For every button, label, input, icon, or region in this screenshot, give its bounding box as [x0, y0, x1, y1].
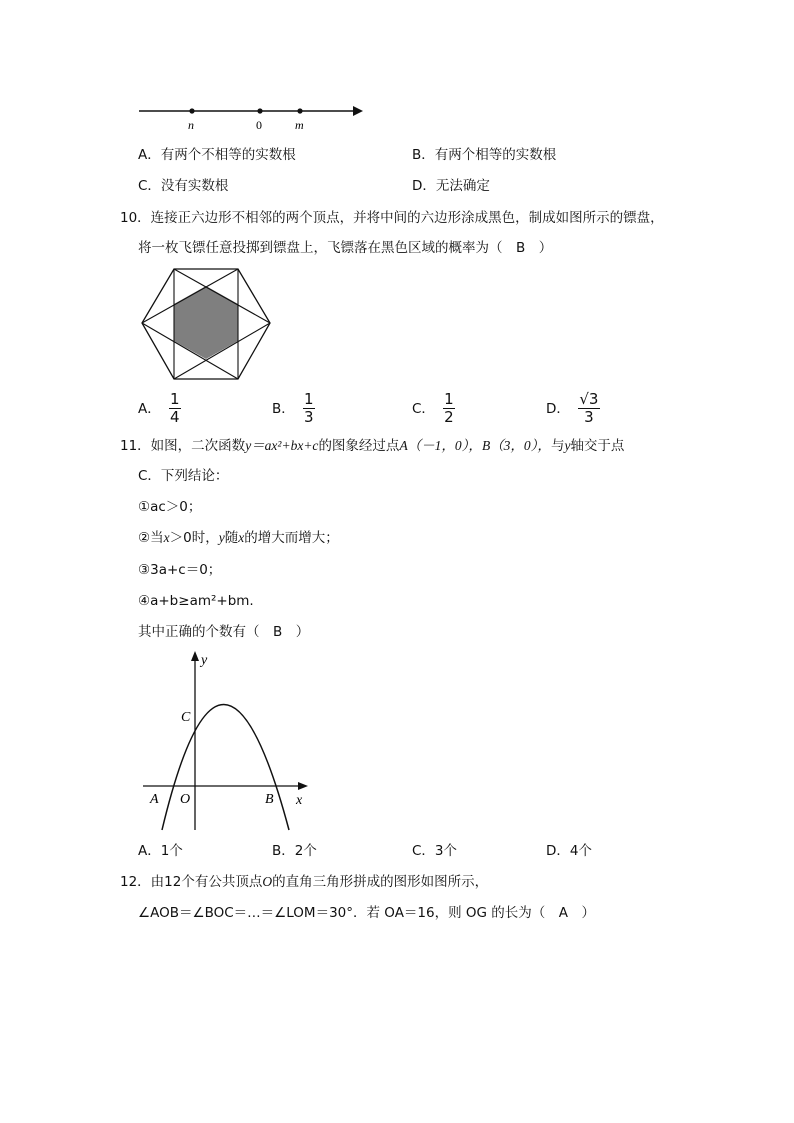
q11-statement-2: ②当x＞0时，y随x的增大而增大；	[138, 530, 339, 546]
parabola-graph-figure	[138, 648, 318, 834]
q11-option-b[interactable]: B．2个	[272, 843, 317, 859]
label-b: B	[265, 792, 274, 807]
inner-hexagon-shaded	[174, 286, 238, 359]
number-line-arrow	[353, 106, 363, 116]
label-c: C	[181, 710, 191, 725]
label-a: A	[150, 792, 159, 807]
label-m: m	[295, 118, 304, 132]
number-line-figure	[135, 100, 375, 134]
fraction: $\frac{1}{2}$	[444, 390, 454, 426]
q10-stem-line2: 将一枚飞镖任意投掷到镖盘上，飞镖落在黑色区域的概率为（ B ）	[138, 240, 553, 256]
q9-option-c[interactable]: C．没有实数根	[138, 178, 229, 194]
q11-statement-1: ①ac＞0；	[138, 499, 202, 515]
option-letter: A．	[138, 400, 161, 417]
q11-statement-4: ④a+b≥am²+bm.	[138, 593, 254, 609]
q11-option-d[interactable]: D．4个	[546, 843, 592, 859]
fraction: $\frac{√3}{3}$	[579, 390, 599, 426]
point-n	[189, 108, 194, 113]
q11-stem-line1: 11．如图，二次函数y＝ax²+bx+c的图象经过点A（－1，0），B（3，0），与y轴交于点	[120, 438, 625, 454]
q10-stem-line1: 10．连接正六边形不相邻的两个顶点，并将中间的六边形涂成黑色，制成如图所示的镖盘，	[120, 210, 664, 226]
label-y: y	[201, 653, 208, 668]
q10-option-a[interactable]	[138, 391, 181, 426]
x-axis-arrow	[298, 782, 308, 790]
q12-stem-line1: 12．由12个有公共顶点O的直角三角形拼成的图形如图所示，	[120, 874, 489, 890]
q9-option-d[interactable]: D．无法确定	[412, 178, 490, 194]
q9-option-b[interactable]: B．有两个相等的实数根	[412, 147, 557, 163]
q10-option-c[interactable]	[412, 391, 455, 426]
q11-stem-line2: C．下列结论：	[138, 468, 229, 484]
option-letter: D．	[546, 400, 570, 417]
fraction: $\frac{1}{3}$	[303, 390, 314, 426]
q11-statement-3: ③3a+c＝0；	[138, 562, 222, 578]
q11-prompt: 其中正确的个数有（ B ）	[138, 624, 310, 640]
q9-option-a[interactable]: A．有两个不相等的实数根	[138, 147, 296, 163]
y-axis-arrow	[191, 651, 199, 661]
label-n: n	[188, 118, 194, 132]
label-o: O	[180, 792, 191, 807]
label-zero: 0	[256, 118, 262, 132]
point-zero	[257, 108, 262, 113]
dartboard-hexagon-figure	[138, 266, 278, 386]
q10-option-d[interactable]	[546, 391, 600, 426]
option-letter: C．	[412, 400, 435, 417]
option-letter: B．	[272, 400, 295, 417]
fraction: $\frac{1}{4}$	[169, 390, 180, 426]
label-x: x	[296, 793, 303, 808]
point-m	[297, 108, 302, 113]
q10-option-b[interactable]	[272, 391, 315, 426]
q11-option-c[interactable]: C．3个	[412, 843, 458, 859]
q11-option-a[interactable]: A．1个	[138, 843, 183, 859]
q12-stem-line2: ∠AOB＝∠BOC＝…＝∠LOM＝30°．若 OA＝16，则 OG 的长为（ A ）	[138, 905, 596, 921]
